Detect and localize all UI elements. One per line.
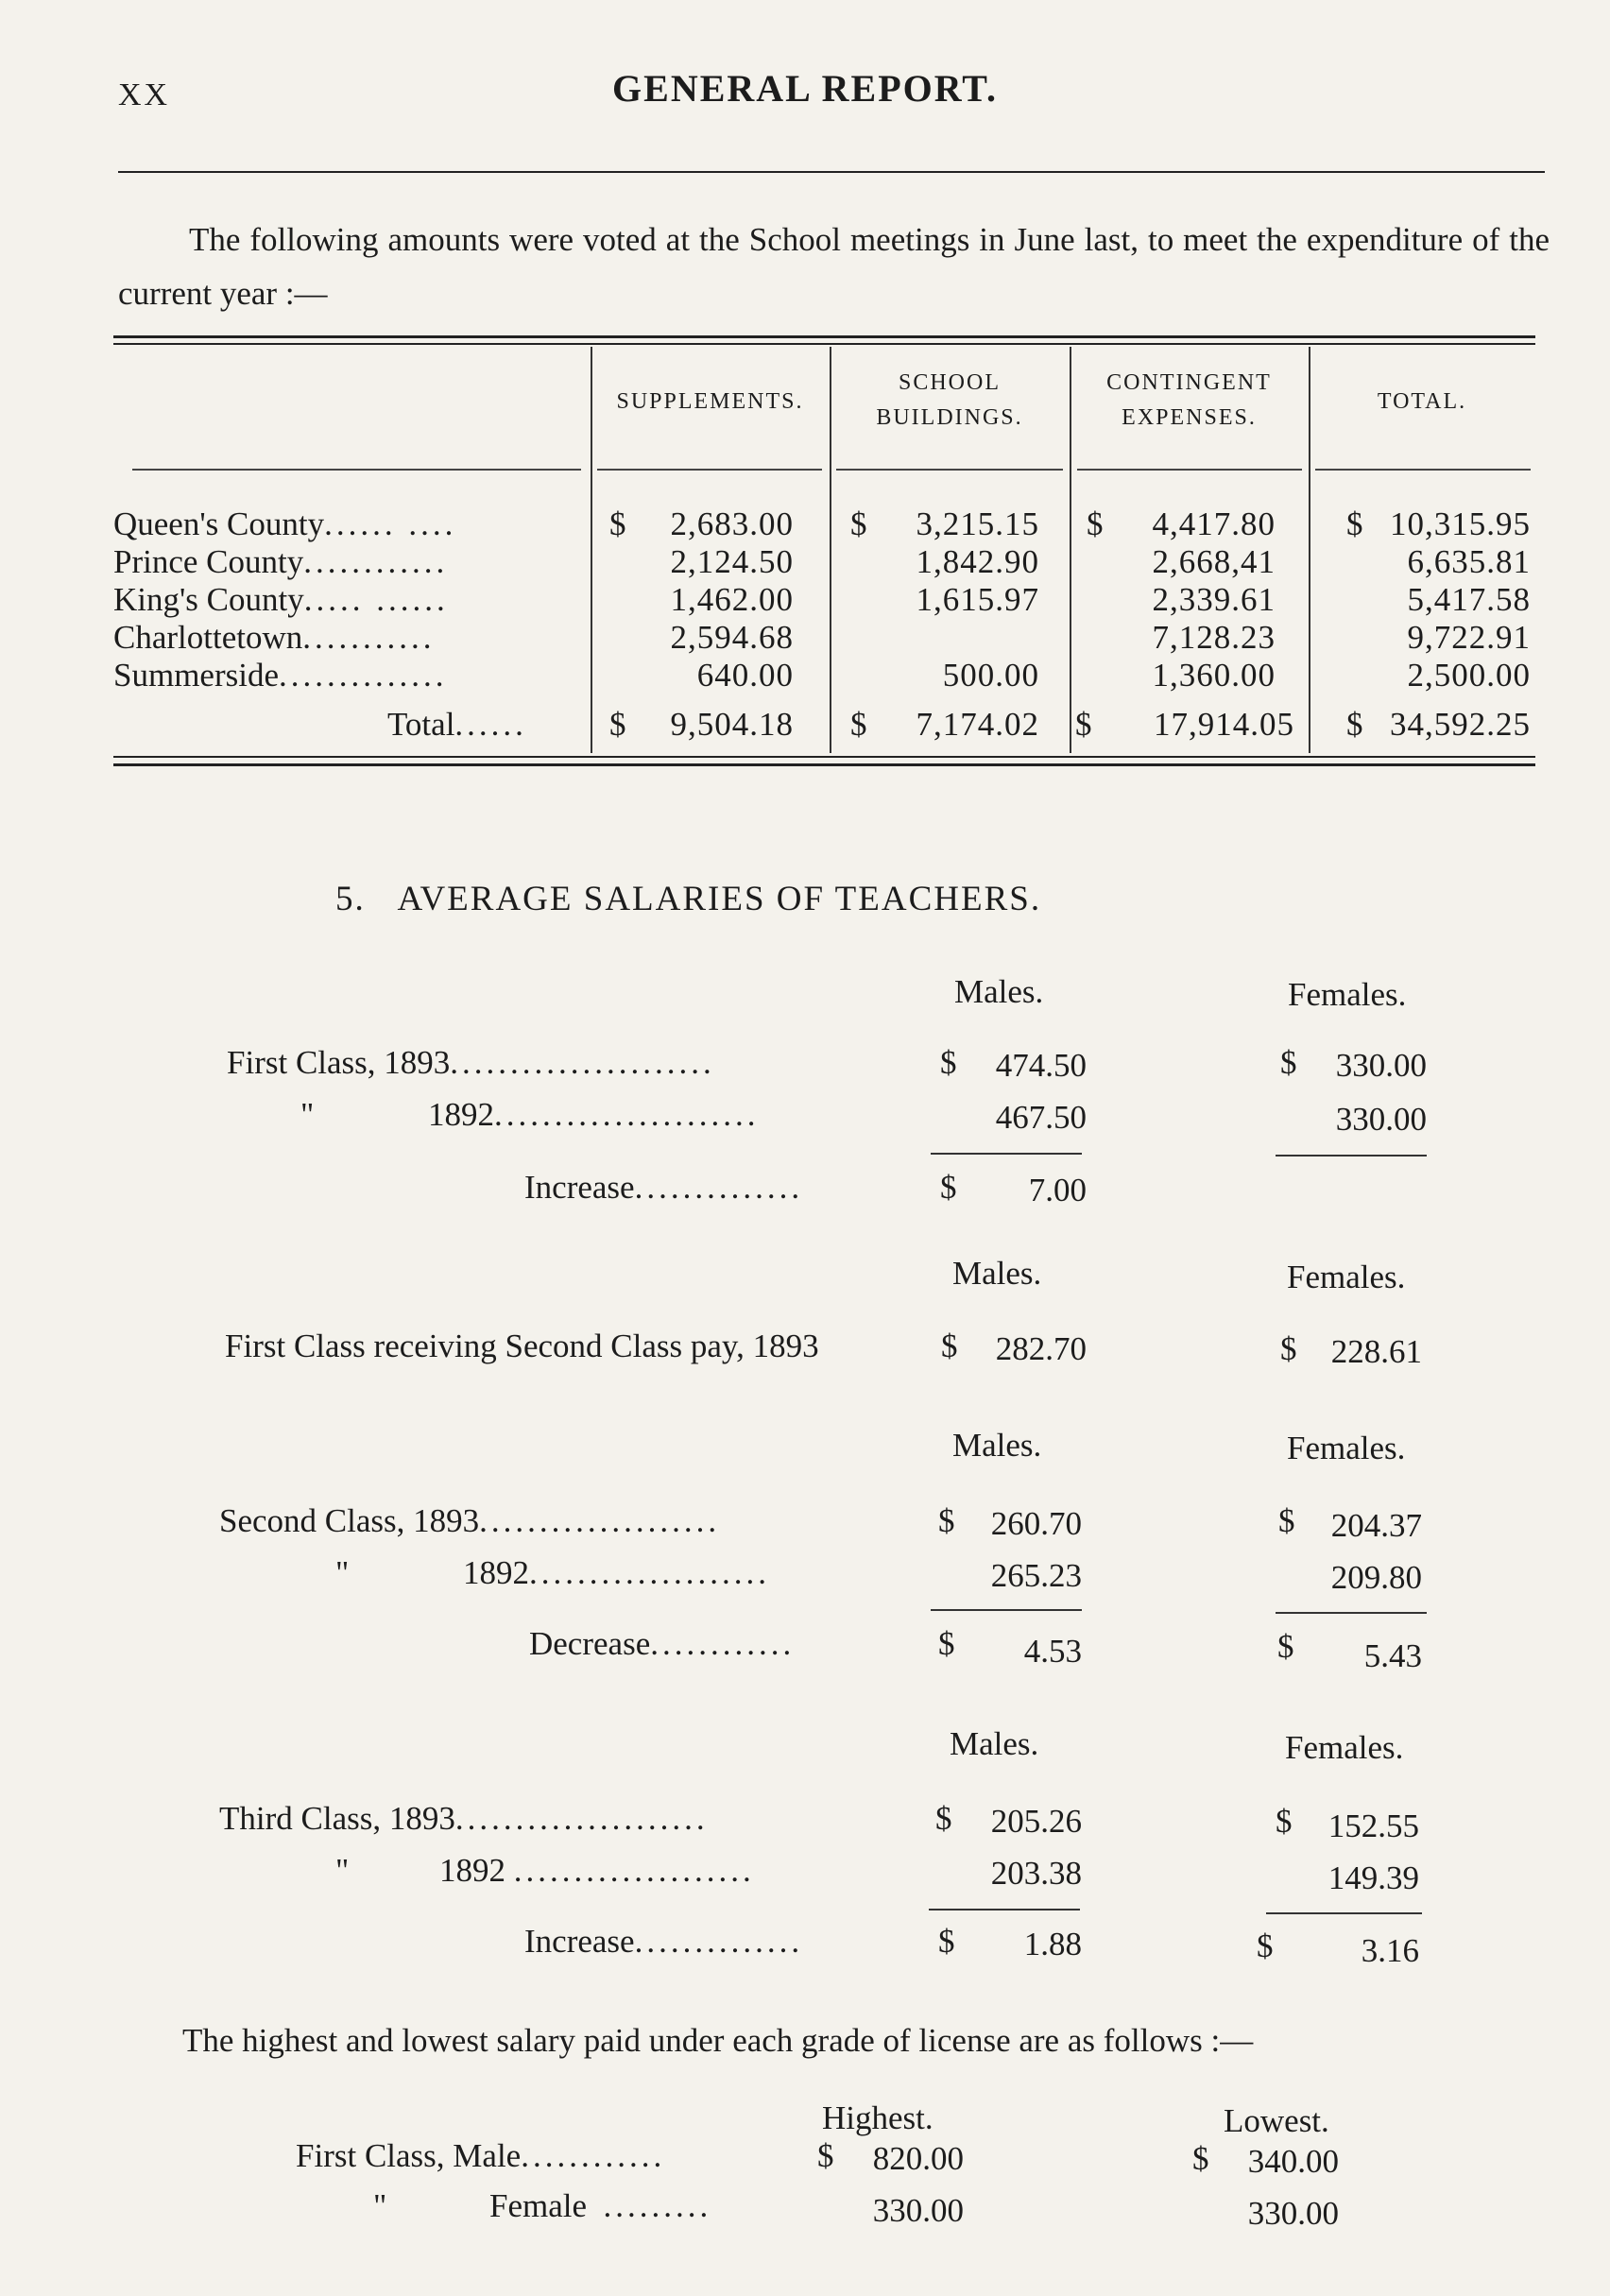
dollar-sign: $	[1192, 2140, 1209, 2177]
dollar-sign: $	[940, 1044, 957, 1081]
cell-buildings: 1,842.90	[916, 543, 1039, 580]
first-class-change-label: Increase..............	[524, 1169, 804, 1206]
dollar-sign: $	[938, 1923, 955, 1960]
column-header-school-buildings: SCHOOL BUILDINGS.	[876, 370, 1023, 430]
table-row-label: King's County..... ......	[113, 581, 449, 618]
cell-contingent: 2,339.61	[1152, 581, 1276, 618]
dollar-sign: $	[817, 2137, 834, 2174]
lowest-column-label: Lowest.	[1224, 2102, 1329, 2139]
dollar-sign: $	[609, 505, 626, 542]
header-rule	[118, 171, 1545, 173]
first-class-change-male: 7.00	[1028, 1172, 1087, 1208]
third-class-change-female: 3.16	[1361, 1932, 1419, 1969]
grades-intro: The highest and lowest salary paid under each grade of license are as follows :—	[182, 2022, 1254, 2059]
first-second-pay-label: First Class receiving Second Class pay, 1893	[225, 1328, 819, 1364]
cell-buildings: 3,215.15	[916, 505, 1039, 542]
cell-grand-total: 34,592.25	[1390, 706, 1531, 743]
second-class-1892-female: 209.80	[1330, 1559, 1422, 1596]
cell-total-supplements: 9,504.18	[670, 706, 794, 743]
sum-rule	[1266, 1912, 1422, 1914]
third-class-1892-label: 1892 ....................	[439, 1852, 755, 1889]
header-underline	[1077, 469, 1302, 471]
table-row-label: Prince County............	[113, 543, 449, 580]
header-underline	[1315, 469, 1531, 471]
cell-supplements: 640.00	[696, 657, 794, 694]
first-second-pay-male: 282.70	[995, 1330, 1087, 1367]
column-header-total: TOTAL.	[1377, 389, 1467, 414]
first-second-pay-female: 228.61	[1330, 1333, 1422, 1370]
cell-buildings: 1,615.97	[916, 581, 1039, 618]
cell-total: 10,315.95	[1390, 505, 1531, 542]
column-header-contingent-expenses: CONTINGENT EXPENSES.	[1106, 370, 1272, 430]
cell-contingent: 1,360.00	[1152, 657, 1276, 694]
table-row-label: Summerside..............	[113, 657, 448, 694]
second-class-change-male: 4.53	[1023, 1633, 1082, 1670]
cell-total: 5,417.58	[1407, 581, 1531, 618]
third-class-1892-female: 149.39	[1327, 1859, 1419, 1896]
table-total-label: Total......	[387, 706, 527, 743]
first-class-1892-male: 467.50	[995, 1099, 1087, 1136]
females-column-label: Females.	[1287, 1430, 1406, 1466]
header-underline	[597, 469, 822, 471]
cell-contingent: 7,128.23	[1152, 619, 1276, 656]
first-class-1892-female: 330.00	[1335, 1101, 1427, 1138]
cell-supplements: 2,683.00	[670, 505, 794, 542]
dollar-sign: $	[1280, 1330, 1297, 1367]
males-column-label: Males.	[954, 973, 1044, 1010]
dollar-sign: $	[1280, 1044, 1297, 1081]
dollar-sign: $	[1346, 505, 1363, 542]
table-row-label: Queen's County...... ....	[113, 505, 457, 542]
grade-row-label: Female .........	[489, 2187, 712, 2224]
cell-total-contingent: 17,914.05	[1154, 706, 1294, 743]
third-class-1893-label: Third Class, 1893.....................	[219, 1800, 709, 1837]
dollar-sign: $	[1346, 706, 1363, 743]
cell-total: 9,722.91	[1407, 619, 1531, 656]
dollar-sign: $	[938, 1625, 955, 1662]
third-class-change-male: 1.88	[1023, 1926, 1082, 1962]
females-column-label: Females.	[1287, 1259, 1406, 1295]
cell-total: 2,500.00	[1407, 657, 1531, 694]
cell-buildings: 500.00	[942, 657, 1039, 694]
grade-row-label: First Class, Male............	[296, 2137, 666, 2174]
dollar-sign: $	[941, 1328, 958, 1364]
second-class-1893-female: 204.37	[1330, 1507, 1422, 1544]
intro-paragraph: The following amounts were voted at the School meetings in June last, to meet the expenditure of the current year :—	[118, 221, 1550, 312]
dollar-sign: $	[1277, 1628, 1294, 1665]
first-class-1892-label: 1892......................	[428, 1096, 760, 1133]
cell-contingent: 4,417.80	[1152, 505, 1276, 542]
sum-rule	[1276, 1155, 1427, 1157]
table-bottom-rule-inner	[113, 756, 1535, 758]
dollar-sign: $	[935, 1800, 952, 1837]
column-header-supplements: SUPPLEMENTS.	[616, 389, 804, 414]
sum-rule	[929, 1909, 1080, 1910]
third-class-1892-male: 203.38	[990, 1855, 1082, 1892]
cell-contingent: 2,668,41	[1152, 543, 1276, 580]
page-folio: XX	[118, 77, 171, 112]
cell-supplements: 2,594.68	[670, 619, 794, 656]
third-class-1893-female: 152.55	[1327, 1808, 1419, 1844]
cell-total-buildings: 7,174.02	[916, 706, 1039, 743]
grade-lowest: 330.00	[1247, 2195, 1339, 2232]
dollar-sign: $	[1075, 706, 1092, 743]
table-bottom-rule	[113, 763, 1535, 766]
highest-column-label: Highest.	[822, 2099, 933, 2136]
dollar-sign: $	[609, 706, 626, 743]
table-top-rule-inner	[113, 343, 1535, 345]
sum-rule	[931, 1609, 1082, 1611]
first-class-1893-label: First Class, 1893......................	[227, 1044, 715, 1081]
dollar-sign: $	[940, 1169, 957, 1206]
cell-total: 6,635.81	[1407, 543, 1531, 580]
dollar-sign: $	[938, 1502, 955, 1539]
third-class-change-label: Increase..............	[524, 1923, 804, 1960]
header-underline	[132, 469, 581, 471]
dollar-sign: $	[1278, 1502, 1295, 1539]
grade-lowest: 340.00	[1247, 2143, 1339, 2180]
males-column-label: Males.	[952, 1255, 1042, 1292]
table-row-label: Charlottetown...........	[113, 619, 436, 656]
sum-rule	[1276, 1612, 1427, 1614]
males-column-label: Males.	[952, 1427, 1042, 1464]
females-column-label: Females.	[1288, 976, 1407, 1013]
second-class-change-label: Decrease............	[529, 1625, 796, 1662]
page-title: GENERAL REPORT.	[612, 67, 998, 110]
males-column-label: Males.	[950, 1725, 1039, 1762]
dollar-sign: $	[1087, 505, 1104, 542]
females-column-label: Females.	[1285, 1729, 1404, 1766]
grade-highest: 820.00	[872, 2140, 964, 2177]
cell-supplements: 1,462.00	[670, 581, 794, 618]
sum-rule	[931, 1153, 1082, 1155]
amounts-voted-table	[113, 335, 1535, 770]
grade-highest: 330.00	[872, 2192, 964, 2229]
second-class-1892-male: 265.23	[990, 1557, 1082, 1594]
section-title: 5. AVERAGE SALARIES OF TEACHERS.	[335, 880, 1042, 918]
ditto-mark: "	[335, 1852, 350, 1889]
second-class-1893-label: Second Class, 1893....................	[219, 1502, 721, 1539]
dollar-sign: $	[1276, 1803, 1293, 1840]
ditto-mark: "	[335, 1554, 350, 1591]
cell-supplements: 2,124.50	[670, 543, 794, 580]
dollar-sign: $	[850, 706, 867, 743]
header-underline	[836, 469, 1063, 471]
second-class-1893-male: 260.70	[990, 1505, 1082, 1542]
dollar-sign: $	[1257, 1928, 1274, 1964]
dollar-sign: $	[850, 505, 867, 542]
table-top-rule	[113, 335, 1535, 338]
second-class-change-female: 5.43	[1363, 1637, 1422, 1674]
first-class-1893-female: 330.00	[1335, 1047, 1427, 1084]
ditto-mark: "	[300, 1096, 315, 1133]
third-class-1893-male: 205.26	[990, 1803, 1082, 1840]
ditto-mark: "	[373, 2187, 387, 2224]
second-class-1892-label: 1892....................	[463, 1554, 770, 1591]
first-class-1893-male: 474.50	[995, 1047, 1087, 1084]
